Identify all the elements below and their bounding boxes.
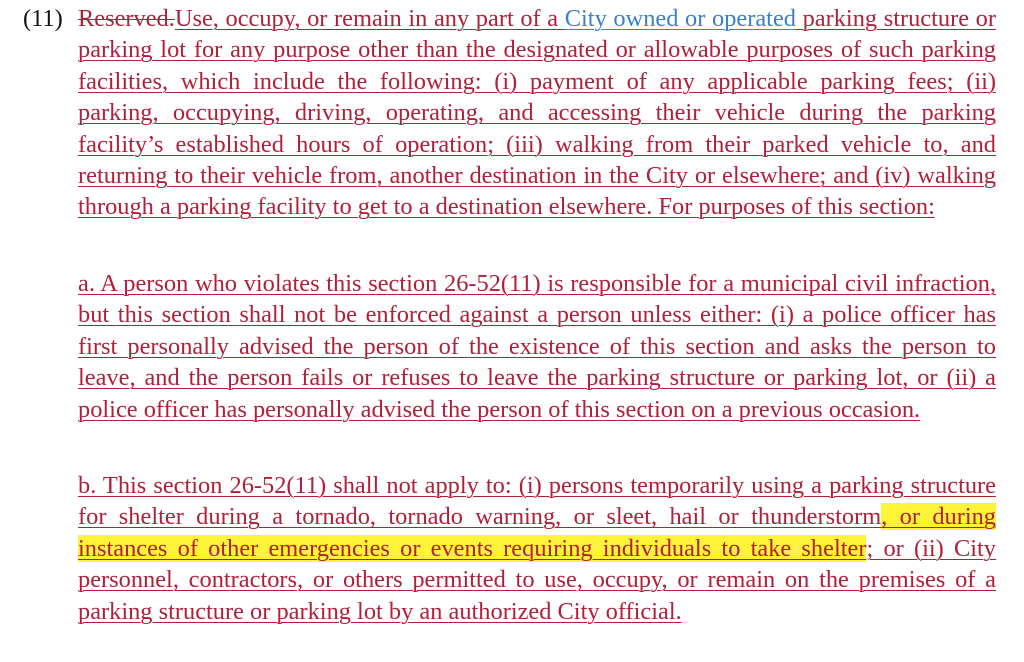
subsection-a-text: a. A person who violates this section 26-52(11) is responsible for a municipal civil infraction, but this section shall not be enforced against a person unless either: (i) a police officer has first personally advised the person of the existence of this section and asks the person to leave, and the person fails or refuses to leave the parking structure or parking lot, or (ii) a police officer has personally advised the person of this section on a previous occasion.: [78, 270, 996, 423]
section-number: (11): [23, 5, 63, 32]
subsection-a-paragraph: [78, 268, 996, 425]
subsection-b-text-start: b. This section 26-52(11) shall not apply to: (i) persons temporarily using a parking structure for shelter during a tornado, tornado warning, or sleet, hail or thunderstorm: [78, 472, 996, 531]
deleted-text: Reserved.: [78, 5, 175, 32]
subsection-b-text-end: ; or (ii) City personnel, contractors, or others permitted to use, occupy, or remain on the premises of a parking structure or parking lot by an authorized City official.: [78, 534, 997, 625]
section-11-paragraph: [23, 3, 997, 223]
highlighted-text: , or during instances of other emergencies or events requiring individuals to take shelter: [78, 503, 996, 562]
inserted-text-purposes: parking structure or parking lot for any purpose other than the designated or allowable purposes of such parking facilities, which include the following: (i) payment of any applicable parking fees; (ii) parking, occupying, driving, operating, and accessing their vehicle during the parking facility’s established hours of operation; (iii) walking from their parked vehicle to, and returning to their vehicle from, another destination in the City or elsewhere; and (iv) walking through a parking facility to get to a destination elsewhere. For purposes of this section:: [78, 5, 997, 221]
city-owned-link[interactable]: City owned or operated: [564, 5, 796, 32]
subsection-b-paragraph: [78, 470, 996, 627]
inserted-text-intro: Use, occupy, or remain in any part of a: [174, 5, 565, 32]
